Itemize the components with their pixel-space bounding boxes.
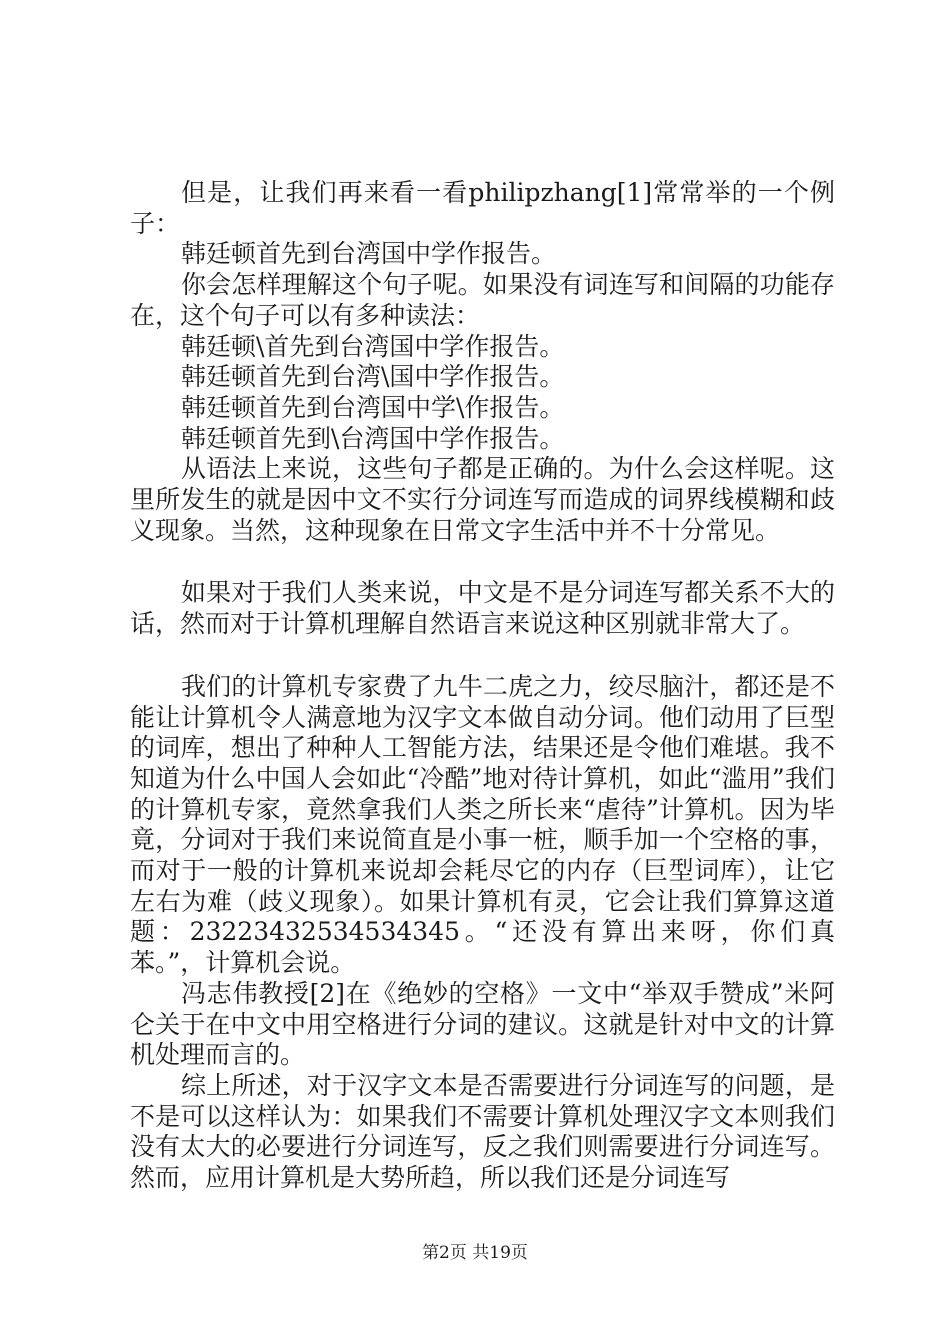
paragraph-feng-zhiwei: 冯志伟教授[2]在《绝妙的空格》一文中“举双手赞成”米阿仑关于在中文中用空格进行分词的建议。这就是针对中文的计算机处理而言的。 xyxy=(130,978,835,1070)
paragraph-reading-3: 韩廷顿首先到台湾国中学\作报告。 xyxy=(181,392,565,422)
paragraph-reading-4: 韩廷顿首先到\台湾国中学作报告。 xyxy=(181,423,565,453)
paragraph-reading-2: 韩廷顿首先到台湾\国中学作报告。 xyxy=(181,362,565,392)
paragraph-reading-1: 韩廷顿\首先到台湾国中学作报告。 xyxy=(181,331,565,361)
page-number-footer: 第2页 共19页 xyxy=(422,1243,528,1263)
paragraph-grammar: 从语法上来说，这些句子都是正确的。为什么会这样呢。这里所发生的就是因中文不实行分词连写而造成的词界线模糊和歧义现象。当然，这种现象在日常文字生活中并不十分常见。 xyxy=(130,454,835,545)
paragraph-intro: 但是，让我们再来看一看philipzhang[1]常常举的一个例子： xyxy=(130,178,835,238)
paragraph-computer-difference: 如果对于我们人类来说，中文是不是分词连写都关系不大的话，然而对于计算机理解自然语言来说这种区别就非常大了。 xyxy=(130,578,835,639)
paragraph-experts: 我们的计算机专家费了九牛二虎之力，绞尽脑汁，都还是不能让计算机令人满意地为汉字文本做自动分词。他们动用了巨型的词库，想出了种种人工智能方法，结果还是令他们难堪。我不知道为什么中国人会如此“冷酷”地对待计算机，如此“滥用”我们的计算机专家，竟然拿我们人类之所长来“虐待”计算机。因为毕竟，分词对于我们来说简直是小事一桩，顺手加一个空格的事，而对于一般的计算机来说却会耗尽它的内存（巨型词库），让它左右为难（歧义现象）。如果计算机有灵，它会让我们算算这道题：23223432534534345。“还没有算出来呀，你们真苯。”，计算机会说。 xyxy=(130,671,835,978)
paragraph-summary: 综上所述，对于汉字文本是否需要进行分词连写的问题，是不是可以这样认为：如果我们不需要计算机处理汉字文本则我们没有太大的必要进行分词连写，反之我们则需要进行分词连写。然而，应用计算机是大势所趋，所以我们还是分词连写 xyxy=(130,1070,835,1193)
paragraph-question: 你会怎样理解这个句子呢。如果没有词连写和间隔的功能存在，这个句子可以有多种读法： xyxy=(130,270,835,330)
paragraph-example-sentence: 韩廷顿首先到台湾国中学作报告。 xyxy=(181,239,557,269)
document-body xyxy=(130,178,835,1194)
